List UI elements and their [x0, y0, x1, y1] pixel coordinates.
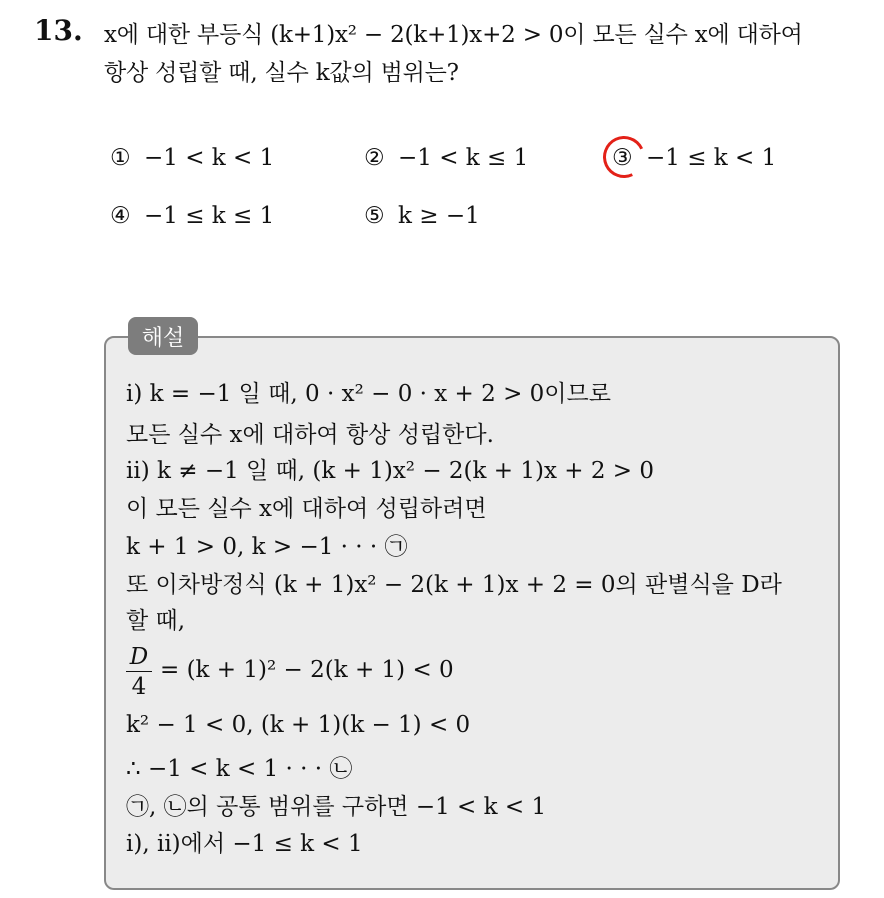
- solution-line: 모든 실수 x에 대하여 항상 성립한다.: [126, 422, 494, 448]
- solution-line: k + 1 > 0, k > −1 · · · ㉠: [126, 534, 408, 560]
- question-text-line1: x에 대한 부등식 (k+1)x² − 2(k+1)x+2 > 0이 모든 실수 x에 대하여: [104, 22, 803, 48]
- solution-line: 또 이차방정식 (k + 1)x² − 2(k + 1)x + 2 = 0의 판별식을 D라: [126, 572, 782, 598]
- question-number: 13.: [34, 14, 83, 47]
- fraction-denominator: 4: [131, 674, 147, 700]
- choice-number: ④: [110, 203, 131, 229]
- solution-line: 이 모든 실수 x에 대하여 성립하려면: [126, 496, 487, 522]
- question-text-line2: 항상 성립할 때, 실수 k값의 범위는?: [104, 60, 459, 86]
- solution-line: ㉠, ㉡의 공통 범위를 구하면 −1 < k < 1: [126, 794, 547, 820]
- choice-2[interactable]: [364, 145, 528, 171]
- solution-line: k² − 1 < 0, (k + 1)(k − 1) < 0: [126, 712, 471, 738]
- choice-number: ①: [110, 145, 131, 171]
- choice-text: −1 ≤ k ≤ 1: [144, 203, 275, 229]
- choice-1[interactable]: [110, 145, 274, 171]
- choice-text: −1 < k ≤ 1: [398, 145, 529, 171]
- choice-text: −1 < k < 1: [144, 145, 275, 171]
- solution-line: ⅱ) k ≠ −1 일 때, (k + 1)x² − 2(k + 1)x + 2 > 0: [126, 458, 654, 484]
- choice-number: ②: [364, 145, 385, 171]
- solution-line: ⅰ) k = −1 일 때, 0 · x² − 0 · x + 2 > 0이므로: [126, 381, 611, 407]
- answer-circle-mark: [597, 130, 651, 184]
- fraction-d-over-4: [126, 643, 152, 702]
- choice-number: ⑤: [364, 203, 385, 229]
- solution-line: ∴ −1 < k < 1 · · · ㉡: [126, 756, 353, 782]
- solution-tag: 해설: [128, 317, 198, 355]
- choice-text: −1 ≤ k < 1: [646, 145, 777, 171]
- choice-4[interactable]: [110, 203, 274, 229]
- solution-line: 할 때,: [126, 608, 186, 634]
- choice-text: k ≥ −1: [398, 203, 480, 229]
- solution-line: = (k + 1)² − 2(k + 1) < 0: [160, 657, 454, 683]
- choice-5[interactable]: [364, 203, 480, 229]
- solution-line: ⅰ), ⅱ)에서 −1 ≤ k < 1: [126, 831, 363, 857]
- choice-number: ③: [612, 145, 633, 171]
- fraction-numerator: D: [126, 643, 152, 672]
